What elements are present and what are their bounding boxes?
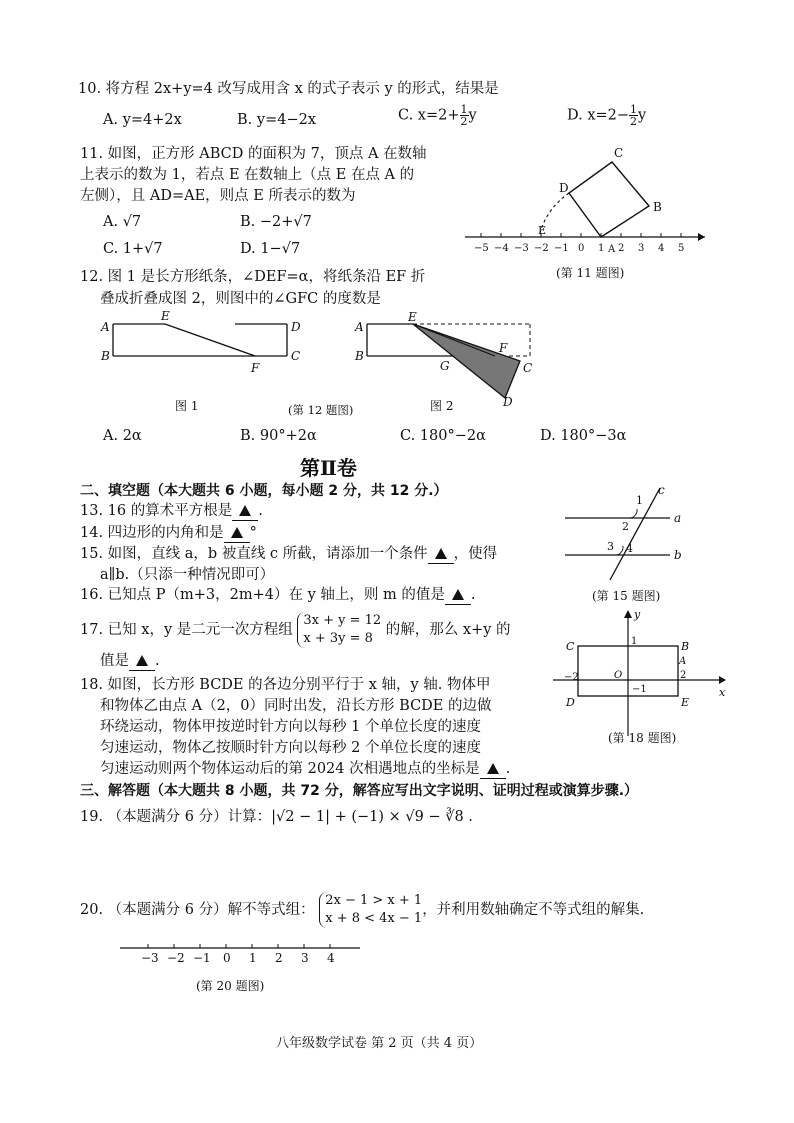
- q10-option-c: C. x=2+ $\frac{1}{2}$ y: [398, 103, 477, 128]
- q12-fig1-label: 图 1: [175, 399, 199, 413]
- tick-label: 5: [678, 243, 685, 254]
- svg-text:A: A: [101, 320, 110, 334]
- svg-text:y: y: [634, 608, 641, 621]
- svg-text:F: F: [251, 361, 260, 375]
- q10-stem: 10. 将方程 2x+y=4 改写成用含 x 的式子表示 y 的形式，结果是: [78, 81, 499, 97]
- square-abcd: [569, 162, 649, 237]
- q12-option-d: D. 180°−3α: [540, 428, 627, 444]
- svg-text:A: A: [355, 320, 364, 334]
- q12-option-a: A. 2α: [103, 428, 142, 444]
- label-d: D: [559, 181, 569, 195]
- svg-text:E: E: [161, 309, 170, 323]
- tick-label: 1: [249, 951, 257, 965]
- svg-text:4: 4: [626, 542, 633, 555]
- tick-label: −3: [514, 243, 529, 254]
- tick-label: 4: [658, 243, 665, 254]
- tick-label: 3: [301, 951, 309, 965]
- q12-caption: (第 12 题图): [288, 403, 354, 417]
- label-a: A: [608, 244, 616, 255]
- svg-text:x: x: [719, 686, 726, 699]
- svg-text:b: b: [674, 548, 682, 562]
- svg-text:C: C: [566, 640, 575, 653]
- svg-text:F: F: [499, 341, 508, 355]
- svg-text:B: B: [101, 349, 110, 363]
- svg-text:1: 1: [636, 494, 643, 507]
- q17-line1: 17. 已知 x，y 是二元一次方程组 3x + y = 12 x + 3y = 8 的解，那么 x+y 的: [80, 613, 511, 646]
- section3-heading: 三、解答题（本大题共 8 小题，共 72 分，解答应写出文字说明、证明过程或演算步骤.）: [80, 783, 639, 799]
- tick-label: 3: [638, 243, 645, 254]
- tick-label: 4: [327, 951, 335, 965]
- q12-figure: [95, 306, 565, 421]
- tick-label: −5: [474, 243, 489, 254]
- q17-line2: 值是 .: [100, 653, 160, 669]
- svg-text:D: D: [566, 696, 575, 709]
- section2-heading: 二、填空题（本大题共 6 小题，每小题 2 分，共 12 分.）: [80, 483, 448, 499]
- svg-text:B: B: [681, 640, 690, 653]
- q11-option-b: B. −2+√7: [240, 214, 312, 230]
- svg-text:2: 2: [680, 670, 687, 681]
- page-footer: 八年级数学试卷 第 2 页（共 4 页）: [276, 1036, 483, 1051]
- q18-figure: [548, 608, 733, 748]
- tick-label: −2: [534, 243, 549, 254]
- label-b: B: [653, 200, 662, 214]
- q14: 14. 四边形的内角和是 °: [80, 525, 257, 541]
- q15-caption: (第 15 题图): [592, 589, 661, 603]
- svg-text:1: 1: [631, 636, 638, 647]
- svg-text:3: 3: [607, 540, 614, 553]
- q11-line3: 左侧），且 AD=AE，则点 E 所表示的数为: [80, 188, 356, 204]
- svg-text:O: O: [614, 670, 623, 681]
- svg-text:D: D: [503, 395, 513, 409]
- q11-option-a: A. √7: [103, 214, 142, 230]
- tick-label: 2: [275, 951, 283, 965]
- tick-label: 2: [618, 243, 625, 254]
- svg-text:E: E: [408, 310, 417, 324]
- q12-option-c: C. 180°−2α: [400, 428, 486, 444]
- q13: 13. 16 的算术平方根是 .: [80, 503, 263, 519]
- part2-title: 第Ⅱ卷: [300, 456, 357, 480]
- tick-label: −3: [141, 951, 159, 965]
- q11-line2: 上表示的数为 1，若点 E 在数轴上（点 E 在点 A 的: [80, 167, 415, 183]
- q18-line3: 环绕运动，物体甲按逆时针方向以每秒 1 个单位长度的速度: [100, 719, 481, 735]
- tick-label: −1: [554, 243, 569, 254]
- tick-label: −4: [494, 243, 509, 254]
- q10-option-b: B. y=4−2x: [237, 112, 316, 128]
- q11-figure: [460, 140, 710, 285]
- label-e: E: [538, 224, 547, 237]
- svg-text:2: 2: [622, 520, 629, 533]
- q12-option-b: B. 90°+2α: [240, 428, 317, 444]
- q12-fig2-label: 图 2: [430, 399, 454, 413]
- q12-line2: 叠成折叠成图 2，则图中的∠GFC 的度数是: [100, 291, 381, 307]
- svg-text:c: c: [658, 483, 665, 497]
- q20: 20. （本题满分 6 分）解不等式组： 2x − 1 > x + 1 x + 8 < 4x − 1，并利用数轴确定不等式组的解集.: [80, 893, 645, 926]
- q12-line1: 12. 图 1 是长方形纸条，∠DEF=α，将纸条沿 EF 折: [80, 269, 426, 285]
- q20-number-line: [110, 938, 370, 1000]
- svg-text:−2: −2: [564, 672, 579, 683]
- tick-label: −2: [167, 951, 185, 965]
- q11-caption: (第 11 题图): [556, 266, 625, 280]
- svg-text:E: E: [681, 696, 690, 709]
- svg-text:−1: −1: [632, 684, 647, 695]
- q18-line4: 匀速运动，物体乙按顺时针方向以每秒 2 个单位长度的速度: [100, 740, 481, 756]
- q18-caption: (第 18 题图): [608, 731, 677, 745]
- q20-caption: (第 20 题图): [196, 979, 265, 993]
- tick-label: 0: [578, 243, 585, 254]
- tick-label: 1: [598, 243, 605, 254]
- q18-line1: 18. 如图，长方形 BCDE 的各边分别平行于 x 轴，y 轴. 物体甲: [80, 677, 491, 693]
- svg-text:G: G: [440, 359, 450, 373]
- q11-option-c: C. 1+√7: [103, 241, 163, 257]
- svg-text:a: a: [674, 511, 682, 525]
- svg-text:C: C: [523, 361, 533, 375]
- svg-text:D: D: [291, 320, 301, 334]
- q10-option-d: D. x=2− $\frac{1}{2}$ y: [567, 103, 647, 128]
- q18-line5: 匀速运动则两个物体运动后的第 2024 次相遇地点的坐标是 .: [100, 761, 511, 777]
- svg-text:B: B: [355, 349, 364, 363]
- label-c: C: [614, 146, 624, 160]
- q15-line2: a∥b.（只添一种情况即可）: [100, 567, 275, 583]
- q16: 16. 已知点 P（m+3，2m+4）在 y 轴上，则 m 的值是 .: [80, 587, 476, 603]
- tick-label: −1: [193, 951, 211, 965]
- q11-option-d: D. 1−√7: [240, 241, 301, 257]
- q15-line1: 15. 如图，直线 a，b 被直线 c 所截，请添加一个条件 ，使得: [80, 546, 498, 562]
- q19: 19. （本题满分 6 分）计算：|√2 − 1| + (−1) × √9 − ∛8 .: [80, 809, 473, 825]
- q18-line2: 和物体乙由点 A（2，0）同时出发，沿长方形 BCDE 的边做: [100, 698, 492, 714]
- q10-option-a: A. y=4+2x: [103, 112, 182, 128]
- q11-line1: 11. 如图，正方形 ABCD 的面积为 7，顶点 A 在数轴: [80, 146, 427, 162]
- q15-figure: [560, 482, 710, 607]
- svg-text:A: A: [679, 656, 687, 667]
- svg-text:C: C: [291, 349, 301, 363]
- tick-label: 0: [223, 951, 231, 965]
